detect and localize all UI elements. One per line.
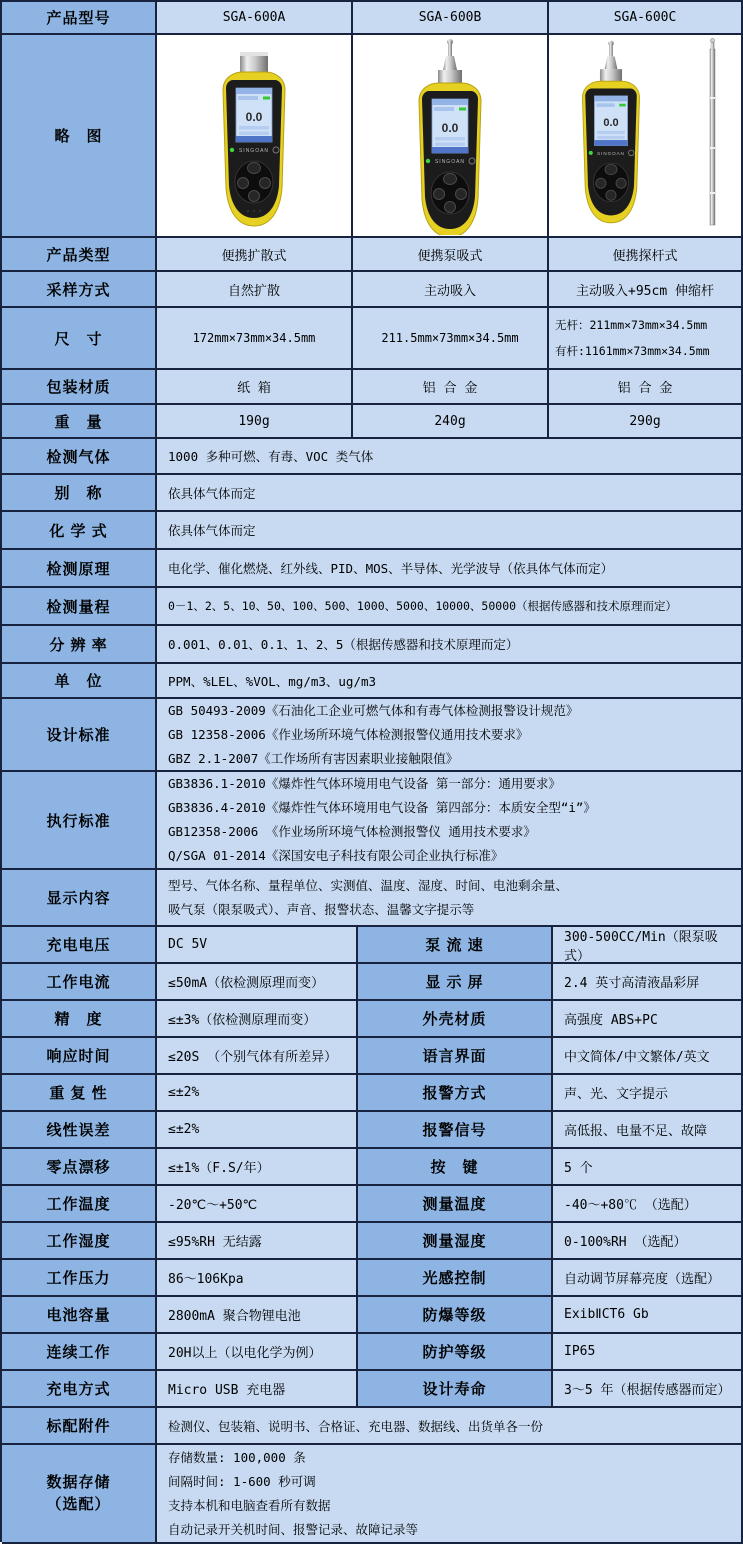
dimensions-c-without-rod: 无杆：211mm×73mm×34.5mm [555,318,708,332]
row-label-resolution: 分 辨 率 [2,626,157,664]
pump-probe [448,42,452,56]
row-standard-accessories [2,1408,743,1445]
row-design-standard [2,699,743,772]
row-chemical-formula [2,512,743,550]
cell-detection-range: 0－1、2、5、10、50、100、500、1000、5000、10000、50000（根据传感器和技术原理而定） [157,588,743,626]
status-led [589,150,593,154]
cell-battery-capacity: 2800mA 聚合物锂电池 [157,1297,358,1334]
execution-standard-line: GB12358-2006 《作业场所环境气体检测报警仪 通用技术要求》 [168,824,536,839]
row-detection-range [2,588,743,626]
battery-icon [459,107,466,110]
row-zero-drift-buttons [2,1149,743,1186]
row-label-buttons: 按 键 [358,1149,553,1186]
cell-protection-rating: IP65 [553,1334,743,1371]
cell-packaging-a: 纸 箱 [157,370,353,405]
row-label-battery-capacity: 电池容量 [2,1297,157,1334]
row-repeatability-alarm-type [2,1075,743,1112]
cell-working-current: ≤50mA（依检测原理而变） [157,964,358,1001]
sensor-cap [600,69,622,82]
cell-buttons: 5 个 [553,1149,743,1186]
row-resolution [2,626,743,664]
display-content-line: 型号、气体名称、量程单位、实测值、温度、湿度、时间、电池剩余量、 [168,877,569,893]
cell-product-type-c: 便携探杆式 [549,238,743,272]
row-dimensions [2,308,743,370]
row-label-detection-principle: 检测原理 [2,550,157,588]
row-label-display-screen: 显 示 屏 [358,964,553,1001]
row-label-weight: 重 量 [2,405,157,439]
row-working-temp-measure-temp [2,1186,743,1223]
screen-reading: 0.0 [441,120,459,135]
row-working-current-display-screen [2,964,743,1001]
cell-display-screen: 2.4 英寸高清液晶彩屏 [553,964,743,1001]
cell-detection-principle: 电化学、催化燃烧、红外线、PID、MOS、半导体、光学波导（依具体气体而定） [157,550,743,588]
cell-language-ui: 中文简体/中文繁体/英文 [553,1038,743,1075]
cell-accuracy: ≤±3%（依检测原理而变） [157,1001,358,1038]
data-storage-label-line1: 数据存储 [46,1473,111,1491]
row-label-light-control: 光感控制 [358,1260,553,1297]
cell-product-type-a: 便携扩散式 [157,238,353,272]
storage-capacity: 存储数量: 100,000 条 [168,1449,306,1465]
battery-icon [263,96,270,99]
cell-weight-a: 190g [157,405,353,439]
row-label-design-standard: 设计标准 [2,699,157,772]
row-label-working-temperature: 工作温度 [2,1186,157,1223]
row-execution-standard [2,772,743,870]
cell-continuous-working: 20H以上（以电化学为例） [157,1334,358,1371]
pump-probe [609,43,613,56]
row-packaging-material [2,370,743,405]
cell-working-pressure: 86～106Kpa [157,1260,358,1297]
row-label-design-life: 设计寿命 [358,1371,553,1408]
cell-light-control: 自动调节屏幕亮度（选配） [553,1260,743,1297]
cell-sampling-a: 自然扩散 [157,272,353,308]
cell-dimensions-a: 172mm×73mm×34.5mm [157,308,353,370]
row-alias [2,475,743,512]
device-image-sga-600b [375,37,525,235]
row-label-sketch: 略 图 [2,35,157,238]
cell-shell-material: 高强度 ABS+PC [553,1001,743,1038]
cell-unit: PPM、%LEL、%VOL、mg/m3、ug/m3 [157,664,743,699]
design-standard-line: GB 12358-2006《作业场所环境气体检测报警仪通用技术要求》 [168,726,529,742]
row-display-content [2,870,743,927]
storage-view: 支持本机和电脑查看所有数据 [168,1497,331,1513]
row-label-display-content: 显示内容 [2,870,157,927]
sketch-cell-sga-600b [353,35,549,238]
cell-design-life: 3～5 年（根据传感器而定） [553,1371,743,1408]
row-label-execution-standard: 执行标准 [2,772,157,870]
row-label-charging-method: 充电方式 [2,1371,157,1408]
execution-standard-line: GB3836.1-2010《爆炸性气体环境用电气设备 第一部分：通用要求》 [168,776,561,791]
row-label-measure-humidity: 测量湿度 [358,1223,553,1260]
execution-standard-line: Q/SGA 01-2014《深国安电子科技有限公司企业执行标准》 [168,848,504,863]
sensor-cap [438,70,462,84]
sketch-cell-sga-600a [157,35,353,238]
cell-design-standard [157,699,743,772]
cell-chemical-formula: 依具体气体而定 [157,512,743,550]
row-label-linearity-error: 线性误差 [2,1112,157,1149]
row-label-zero-drift: 零点漂移 [2,1149,157,1186]
brand-label: SINGOAN [238,147,270,154]
row-accuracy-shell-material [2,1001,743,1038]
row-detected-gas [2,439,743,475]
battery-icon [619,103,625,106]
screen-reading: 0.0 [603,116,619,129]
device-image-sga-600c [550,37,740,235]
brand-label: SINGOAN [597,150,625,156]
row-label-data-storage [2,1445,157,1544]
row-label-protection-rating: 防护等级 [358,1334,553,1371]
cell-explosion-proof-rating: ExibⅡCT6 Gb [553,1297,743,1334]
row-working-pressure-light-control [2,1260,743,1297]
row-label-product-model: 产品型号 [2,2,157,35]
row-label-language-ui: 语言界面 [358,1038,553,1075]
cell-dimensions-b: 211.5mm×73mm×34.5mm [353,308,549,370]
row-charging-method-design-life [2,1371,743,1408]
data-storage-label-line2: （选配） [46,1495,111,1513]
cell-data-storage [157,1445,743,1544]
storage-interval: 间隔时间: 1-600 秒可调 [168,1473,316,1489]
row-label-detected-gas: 检测气体 [2,439,157,475]
row-continuous-working-protection [2,1334,743,1371]
row-weight [2,405,743,439]
cell-product-type-b: 便携泵吸式 [353,238,549,272]
device-image-sga-600a [179,40,329,232]
row-label-working-pressure: 工作压力 [2,1260,157,1297]
cell-charging-voltage: DC 5V [157,927,358,964]
screen-reading: 0.0 [245,109,263,124]
row-charging-voltage-pump-flow [2,927,743,964]
row-response-time-language [2,1038,743,1075]
cell-packaging-c: 铝 合 金 [549,370,743,405]
row-linearity-alarm-signal [2,1112,743,1149]
model-name-sga-600c: SGA-600C [549,2,743,35]
cell-resolution: 0.001、0.01、0.1、1、2、5（根据传感器和技术原理而定） [157,626,743,664]
row-label-charging-voltage: 充电电压 [2,927,157,964]
display-content-line: 吸气泵（限泵吸式）、声音、报警状态、温馨文字提示等 [168,901,475,917]
cell-charging-method: Micro USB 充电器 [157,1371,358,1408]
storage-auto-record: 自动记录开关机时间、报警记录、故障记录等 [168,1521,419,1537]
row-label-accuracy: 精 度 [2,1001,157,1038]
telescopic-rod [710,49,715,225]
cell-working-humidity: ≤95%RH 无结露 [157,1223,358,1260]
row-label-chemical-formula: 化 学 式 [2,512,157,550]
brand-label: SINGOAN [434,158,466,165]
cell-execution-standard [157,772,743,870]
cell-alarm-signal: 高低报、电量不足、故障 [553,1112,743,1149]
row-label-packaging-material: 包装材质 [2,370,157,405]
cell-sampling-c: 主动吸入+95cm 伸缩杆 [549,272,743,308]
status-led [426,158,430,162]
row-label-alarm-signal: 报警信号 [358,1112,553,1149]
row-label-continuous-working: 连续工作 [2,1334,157,1371]
row-label-repeatability: 重 复 性 [2,1075,157,1112]
row-working-humidity-measure-humidity [2,1223,743,1260]
cell-working-temperature: -20℃～+50℃ [157,1186,358,1223]
cell-measure-temperature: -40～+80℃ （选配） [553,1186,743,1223]
cell-dimensions-c [549,308,743,370]
row-battery-explosion-proof [2,1297,743,1334]
row-label-measure-temperature: 测量温度 [358,1186,553,1223]
cell-pump-flow: 300-500CC/Min（限泵吸式） [553,927,743,964]
row-label-shell-material: 外壳材质 [358,1001,553,1038]
row-label-pump-flow: 泵 流 速 [358,927,553,964]
row-label-response-time: 响应时间 [2,1038,157,1075]
cell-alias: 依具体气体而定 [157,475,743,512]
cell-zero-drift: ≤±1%（F.S/年） [157,1149,358,1186]
row-sketch [2,35,743,238]
row-label-detection-range: 检测量程 [2,588,157,626]
row-label-product-type: 产品类型 [2,238,157,272]
cell-measure-humidity: 0-100%RH （选配） [553,1223,743,1260]
row-label-explosion-proof-rating: 防爆等级 [358,1297,553,1334]
cell-display-content [157,870,743,927]
row-product-model [2,2,743,35]
row-label-alias: 别 称 [2,475,157,512]
cell-weight-b: 240g [353,405,549,439]
row-label-dimensions: 尺 寸 [2,308,157,370]
cell-repeatability: ≤±2% [157,1075,358,1112]
cell-detected-gas: 1000 多种可燃、有毒、VOC 类气体 [157,439,743,475]
dimensions-c-with-rod: 有杆:1161mm×73mm×34.5mm [555,344,710,358]
cell-sampling-b: 主动吸入 [353,272,549,308]
cell-linearity-error: ≤±2% [157,1112,358,1149]
row-sampling-method [2,272,743,308]
model-name-sga-600a: SGA-600A [157,2,353,35]
row-data-storage [2,1445,743,1544]
row-detection-principle [2,550,743,588]
sketch-cell-sga-600c [549,35,743,238]
row-label-sampling-method: 采样方式 [2,272,157,308]
row-label-working-humidity: 工作湿度 [2,1223,157,1260]
row-label-working-current: 工作电流 [2,964,157,1001]
cell-packaging-b: 铝 合 金 [353,370,549,405]
cell-standard-accessories: 检测仪、包装箱、说明书、合格证、充电器、数据线、出货单各一份 [157,1408,743,1445]
row-product-type [2,238,743,272]
cell-response-time: ≤20S （个别气体有所差异） [157,1038,358,1075]
row-label-alarm-type: 报警方式 [358,1075,553,1112]
model-name-sga-600b: SGA-600B [353,2,549,35]
cell-alarm-type: 声、光、文字提示 [553,1075,743,1112]
design-standard-line: GB 50493-2009《石油化工企业可燃气体和有毒气体检测报警设计规范》 [168,702,579,718]
row-label-unit: 单 位 [2,664,157,699]
design-standard-line: GBZ 2.1-2007《工作场所有害因素职业接触限值》 [168,750,459,766]
cell-weight-c: 290g [549,405,743,439]
status-led [230,147,234,151]
row-unit [2,664,743,699]
execution-standard-line: GB3836.4-2010《爆炸性气体环境用电气设备 第四部分：本质安全型“i”》 [168,800,596,815]
row-label-standard-accessories: 标配附件 [2,1408,157,1445]
